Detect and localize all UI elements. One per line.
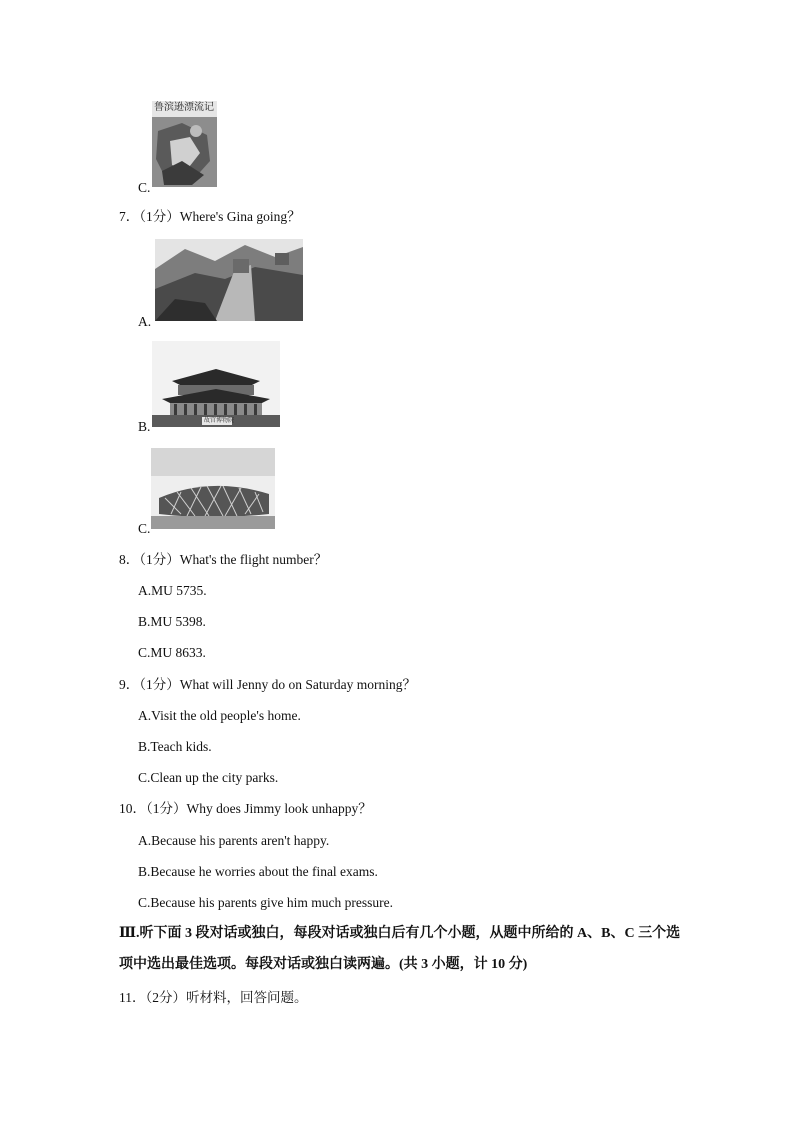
q7-option-a-label: A.: [138, 314, 152, 329]
q11-question: 11．（2分）听材料，回答问题。: [119, 990, 308, 1005]
palace-museum-image: [152, 341, 280, 427]
q7-question: 7．（1分）Where's Gina going？: [119, 209, 301, 224]
section-3-instructions-line-2: 项中选出最佳选项。每段对话或独白读两遍。(共 3 小题，计 10 分): [119, 957, 528, 972]
great-wall-image: [155, 239, 303, 321]
q8-option-a: A.MU 5735.: [138, 583, 207, 598]
q9-option-c: C.Clean up the city parks.: [138, 770, 279, 785]
q9-option-b: B.Teach kids.: [138, 739, 212, 754]
q10-option-b: B.Because he worries about the final exams.: [138, 864, 378, 879]
q8-option-b: B.MU 5398.: [138, 614, 206, 629]
q9-question: 9．（1分）What will Jenny do on Saturday morning？: [119, 677, 416, 692]
q7-option-c-label: C.: [138, 521, 151, 536]
q10-question: 10．（1分）Why does Jimmy look unhappy？: [119, 801, 372, 816]
q10-option-a: A.Because his parents aren't happy.: [138, 833, 330, 848]
q10-option-c: C.Because his parents give him much pressure.: [138, 895, 393, 910]
birds-nest-stadium-image: [151, 448, 275, 529]
palace-plaque-text: 故宫博物院: [204, 417, 235, 424]
q9-option-a: A.Visit the old people's home.: [138, 708, 301, 723]
q6-option-c-label: C.: [138, 180, 151, 195]
q8-question: 8．（1分）What's the flight number？: [119, 552, 328, 567]
section-3-instructions-line-1: Ⅲ.听下面 3 段对话或独白，每段对话或独白后有几个小题，从题中所给的 A、B、C 三个选: [119, 926, 681, 941]
q7-option-b-label: B.: [138, 419, 151, 434]
book-cover-image: [152, 101, 217, 187]
q8-option-c: C.MU 8633.: [138, 645, 206, 660]
book-title: 鲁滨逊漂流记: [154, 102, 214, 113]
